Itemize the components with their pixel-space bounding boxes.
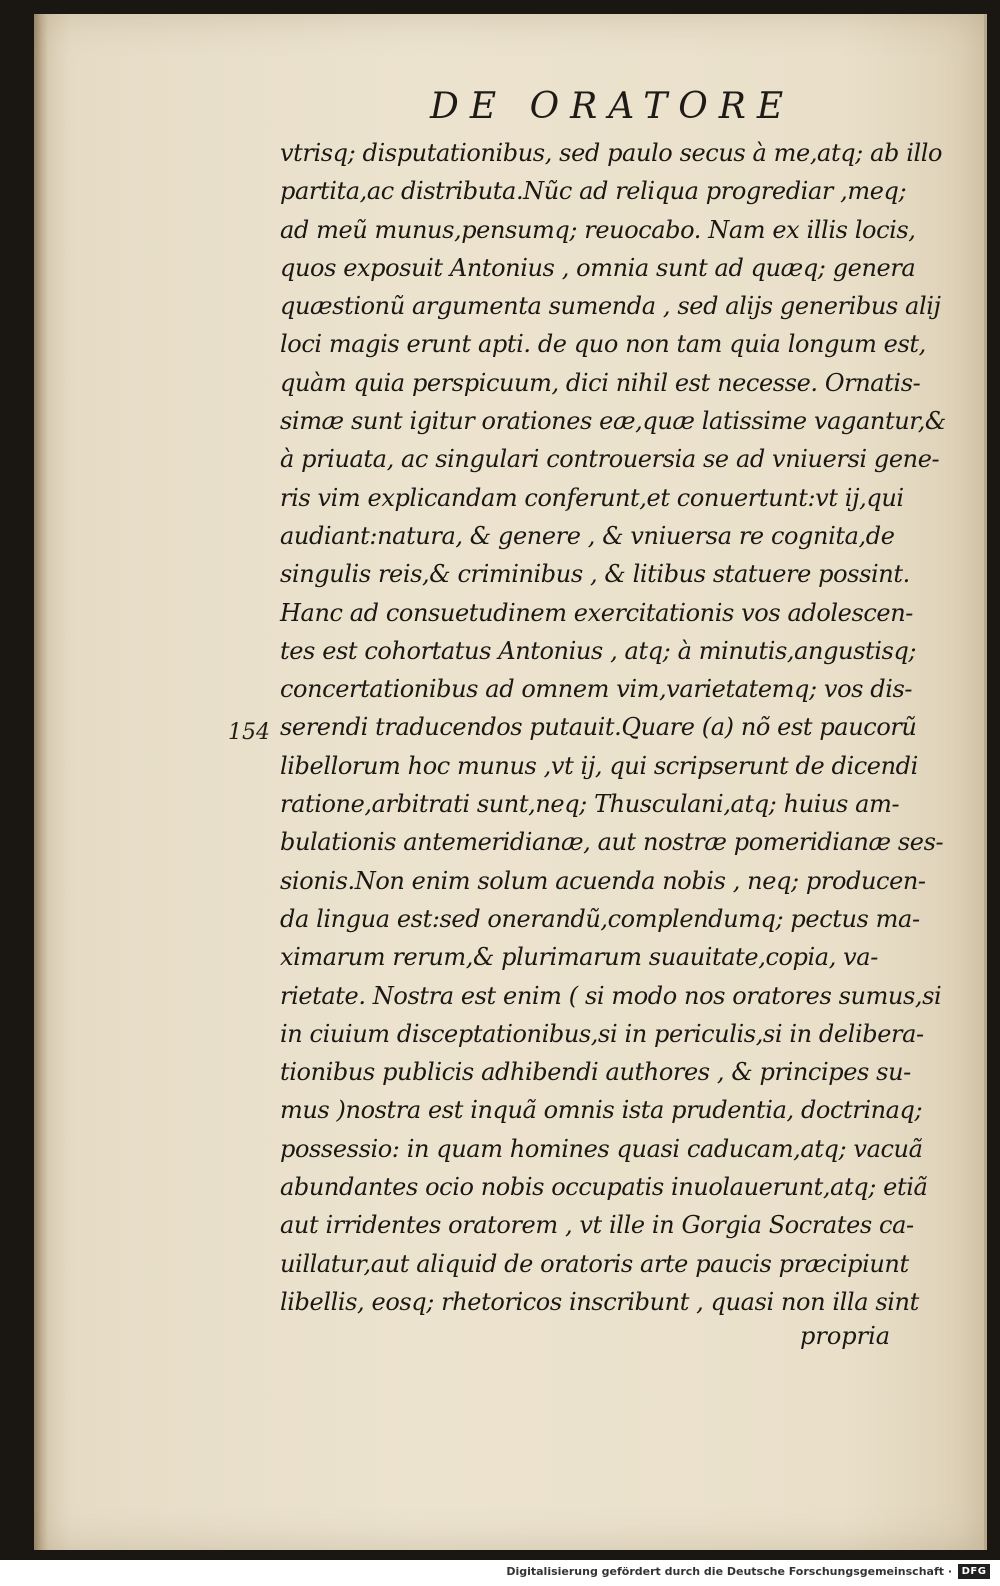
text-line: uillatur,aut aliquid de oratoris arte paucis præcipiunt [280,1249,909,1278]
text-line: quæstionũ argumenta sumenda , sed alijs generibus alij [280,292,941,321]
catchword: propria [800,1322,891,1350]
text-line: partita,ac distributa.Nũc ad reliqua progrediar ,meq; [280,177,907,206]
text-line: da lingua est:sed onerandũ,complendumq; pectus ma- [280,904,920,933]
text-line: ad meũ munus,pensumq; reuocabo. Nam ex illis locis, [280,215,916,244]
text-line: tes est cohortatus Antonius , atq; à minutis,angustisq; [280,636,917,665]
text-line: ratione,arbitrati sunt,neq; Thusculani,atq; huius am- [280,790,900,819]
text-line: libellorum hoc munus ,vt ij, qui scripserunt de dicendi [280,751,918,780]
text-line: quos exposuit Antonius , omnia sunt ad quæq; genera [280,253,916,282]
text-line: Hanc ad consuetudinem exercitationis vos adolescen- [280,598,913,627]
text-line: loci magis erunt apti. de quo non tam quia longum est, [280,330,926,359]
text-line: simæ sunt igitur orationes eæ,quæ latissime vagantur,& [280,407,946,436]
text-line: sionis.Non enim solum acuenda nobis , neq; producen- [280,866,926,895]
text-line: tionibus publicis adhibendi authores , & principes su- [280,1058,911,1087]
text-line: audiant:natura, & genere , & vniuersa re cognita,de [280,521,895,550]
text-line: libellis, eosq; rhetoricos inscribunt , quasi non illa sint [280,1287,919,1316]
text-line: vtrisq; disputationibus, sed paulo secus à me,atq; ab illo [280,139,943,167]
text-line: bulationis antemeridianæ, aut nostræ pomeridianæ ses- [280,828,944,857]
text-line: concertationibus ad omnem vim,varietatemq; vos dis- [280,675,913,704]
margin-section-number: 154 [228,720,270,745]
running-head: DE ORATORE [430,86,795,127]
text-line: ris vim explicandam conferunt,et conuertunt:vt ij,qui [280,483,904,512]
text-line: singulis reis,& criminibus , & litibus statuere possint. [280,560,910,589]
dfg-logo: DFG [958,1564,990,1579]
text-line: rietate. Nostra est enim ( si modo nos oratores sumus,si [280,981,942,1010]
text-line: ximarum rerum,& plurimarum suauitate,copia, va- [280,943,878,972]
text-block [280,134,960,1321]
text-line: in ciuium disceptationibus,si in periculis,si in delibera- [280,1019,924,1048]
page-gutter-shadow [34,14,48,1550]
digitization-credit: Digitalisierung gefördert durch die Deutsche Forschungsgemeinschaft · [506,1565,952,1578]
text-line: quàm quia perspicuum, dici nihil est necesse. Ornatis- [280,368,921,397]
text-line: à priuata, ac singulari controuersia se ad vniuersi gene- [280,445,940,474]
text-line: serendi traducendos putauit.Quare (a) nõ est paucorũ [280,713,917,742]
text-line: abundantes ocio nobis occupatis inuolauerunt,atq; etiã [280,1173,928,1202]
text-line: mus )nostra est inquã omnis ista prudentia, doctrinaq; [280,1096,923,1125]
text-line: possessio: in quam homines quasi caducam,atq; vacuã [280,1134,923,1163]
text-line: aut irridentes oratorem , vt ille in Gorgia Socrates ca- [280,1211,914,1240]
